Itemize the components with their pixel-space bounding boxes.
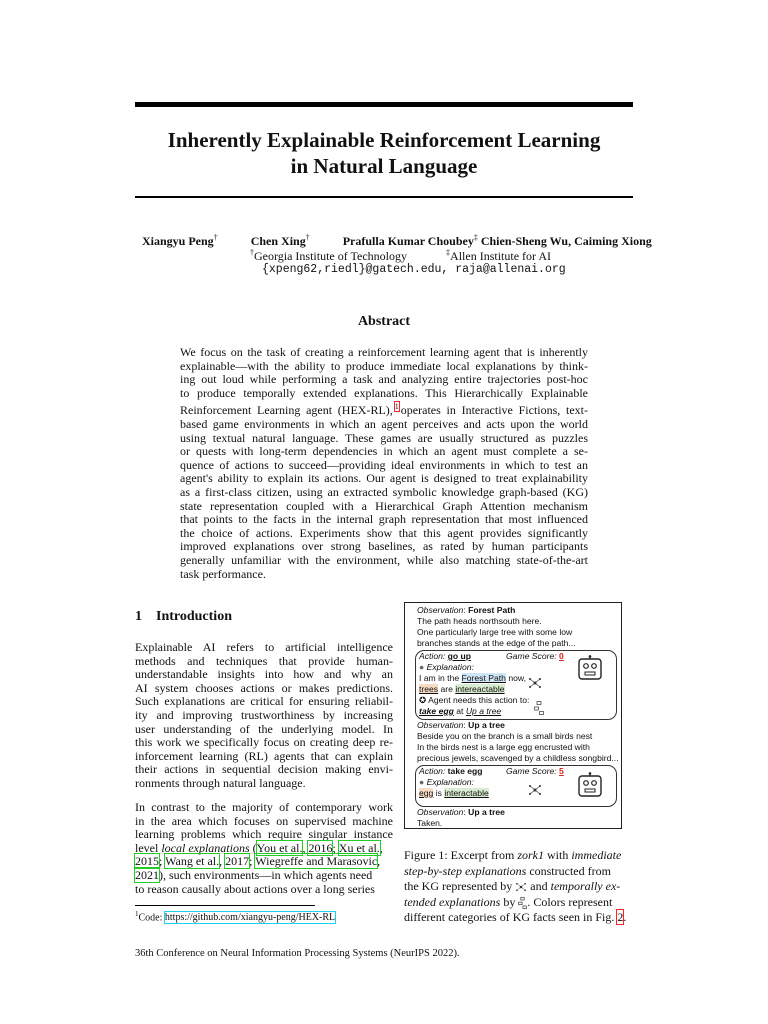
author-list: Xiangyu Peng† Chen Xing† Prafulla Kumar Choubey‡ Chien-Sheng Wu, Caiming Xiong (142, 233, 652, 248)
para-line: AI system chooses actions or makes predictions. (135, 680, 393, 695)
hierarchy-icon (518, 897, 527, 909)
citation-year[interactable]: 2021 (135, 867, 159, 882)
para-line: to reason causally about actions over a long series (135, 881, 375, 896)
abstract-line: explainable—with the ability to produce immediate local explanations by think- (180, 358, 588, 373)
paper-title-line2: in Natural Language (290, 154, 478, 178)
citation-xu-et-al[interactable]: Xu et al. (338, 840, 380, 855)
para-line: in the area which focuses on supervised machine (135, 813, 393, 828)
citation-wiegreffe[interactable]: Wiegreffe and Marasovic (255, 854, 378, 869)
abstract-line: the choice of actions. Experiments show that this agent provides significantly (180, 525, 588, 540)
abstract-line: improved explanations over strong baselines, as rated by human participants (180, 539, 588, 554)
abstract-heading: Abstract (357, 314, 411, 329)
figure-2-ref-link[interactable]: 2 (617, 910, 624, 925)
para-line: learning problems which require singular instance (135, 827, 393, 842)
abstract-line: Reinforcement Learning agent (HEX-RL), $^1$ operates in Interactive Fictions, text- (180, 402, 588, 418)
figure-1 (404, 602, 622, 829)
abstract-line: task performance. (180, 566, 266, 581)
para-line: methods and techniques that provide human- (135, 653, 393, 668)
fig-obs-text: One particularly large tree with some low (417, 627, 573, 637)
citation-year[interactable]: 2015 (135, 854, 159, 869)
score-value: 5 (559, 766, 564, 776)
kg-graph-icon (528, 677, 542, 689)
para-line: their actions in sequential decision making envi- (135, 762, 393, 777)
fig-action-panel-2: Action: take egg Game Score: 5 ● Explanation: egg is interactable (415, 765, 617, 807)
abstract-line: or quests with long-term dependencies in which an agent must complete a se- (180, 444, 588, 459)
fig-obs-2: Observation: Up a tree (417, 720, 505, 730)
author-emails: {xpeng62,riedl}@gatech.edu, raja@allenai.org (262, 263, 566, 276)
para-line: ity and improving trustworthiness by increasing (135, 707, 393, 722)
author-3: Prafulla Kumar Choubey (342, 234, 474, 248)
citation-year[interactable]: 2017 (225, 854, 250, 869)
fig-obs-text: In the birds nest is a large egg encrusted with (417, 742, 590, 752)
figure-1-caption: Figure 1: Excerpt from zork1 with immediate step-by-step explanations constructed from the KG represented by and temporally ex- tended explanations by . Colors represent different categories of KG facts seen in Fig. 2. (404, 848, 627, 925)
citation-year[interactable]: 2016 (308, 840, 333, 855)
abstract-body (180, 346, 588, 581)
kg-graph-icon (528, 784, 542, 796)
fig-obs-text: precious jewels, scavenged by a childless songbird... (417, 753, 619, 763)
abstract-line: quence of actions to succeed—providing ideal environments in which to test an (180, 457, 588, 472)
fig-obs-text: branches stands at the edge of the path... (417, 638, 576, 648)
fig-obs-text: The path heads northsouth here. (417, 616, 542, 626)
fig-obs-1: Observation: Forest Path (417, 605, 516, 615)
author-2: Chen Xing (250, 234, 306, 248)
fig-obs-text: Beside you on the branch is a small birds nest (417, 731, 593, 741)
para-line: Explainable AI refers to artificial intelligence (135, 640, 393, 654)
title-top-rule (135, 102, 633, 107)
paper-title-line1: Inherently Explainable Reinforcement Learning (167, 128, 601, 152)
robot-icon (576, 655, 604, 681)
kg-graph-icon (515, 882, 527, 892)
bullet-icon: ● (419, 777, 425, 787)
footnote-ref-1[interactable]: 1 (394, 402, 399, 412)
affiliation-georgia-tech: Georgia Institute of Technology (254, 249, 408, 263)
abstract-line: using textual natural language. These games are usually structured as puzzles (180, 430, 588, 445)
citation-you-et-al[interactable]: You et al. (256, 840, 303, 855)
intro-paragraph-1 (135, 641, 393, 791)
fig-action-panel-1: Action: go up Game Score: 0 ● Explanation: I am in the Forest Path now, trees are intereactable ✪ Agent needs this action to: take egg at Up a tree (415, 650, 617, 720)
fig-obs-3: Observation: Up a tree (417, 807, 505, 817)
code-url-link[interactable]: https://github.com/xiangyu-peng/HEX-RL (164, 912, 336, 924)
affiliation-allen: Allen Institute for AI (450, 249, 552, 263)
para-line: level local explanations (You et al., 2016; Xu et al., (135, 840, 383, 855)
abstract-line: agent's ability to explain its actions. Our agent is designed to treat explainability (180, 471, 588, 486)
para-line: Such explanations are critical for ensuring reliabil- (135, 694, 393, 709)
intro-paragraph-2 (135, 801, 393, 896)
footnote: $^1$Code: https://github.com/xiangyu-peng/HEX-RL (135, 910, 336, 924)
abstract-line: state representation coupled with a Hierarchical Graph Attention mechanism (180, 498, 588, 513)
para-line: understandable insights into how and why an (135, 667, 393, 682)
conference-footer: 36th Conference on Neural Information Processing Systems (NeurIPS 2022). (135, 948, 460, 959)
para-line: user understanding of the underlying model. In (135, 721, 393, 736)
para-line: this work we specifically focus on creating deep re- (135, 735, 393, 750)
bullet-icon: ● (419, 662, 425, 672)
citation-wang-et-al[interactable]: Wang et al. (165, 854, 220, 869)
abstract-line: that points to the facts in the internal graph representation that most influenced (180, 512, 588, 527)
fig-obs-text: Taken. (417, 818, 443, 828)
para-line: In contrast to the majority of contemporary work (135, 800, 393, 814)
para-line: inforcement learning (RL) agents that can explain (135, 748, 393, 763)
section-heading-introduction: 1 Introduction (135, 609, 232, 624)
affiliations: †Georgia Institute of Technology ‡Allen Institute for AI (250, 248, 552, 263)
abstract-line: We focus on the task of creating a reinforcement learning agent that is inherently (180, 345, 588, 359)
robot-icon (576, 772, 604, 798)
gear-bullet-icon: ✪ (419, 695, 427, 705)
hierarchy-icon (534, 701, 544, 715)
abstract-line: ing out loud while performing a task and analyzing entire trajectories post-hoc (180, 372, 588, 387)
para-line: 2015; Wang et al., 2017; Wiegreffe and Marasovic, (135, 854, 381, 869)
para-line: 2021), such environments—in which agents need (135, 867, 373, 882)
title-bottom-rule (135, 196, 633, 198)
abstract-line: generally unfamiliar with the environment, while also matching state-of-the-art (180, 552, 588, 567)
author-1: Xiangyu Peng (142, 234, 214, 248)
para-line: ronments through natural language. (135, 775, 306, 790)
footnote-rule (135, 905, 315, 906)
score-value: 0 (559, 651, 564, 661)
abstract-line: to produce temporally extended explanations. This Hierarchically Explainable (180, 385, 588, 400)
abstract-line: as a first-class citizen, using an extracted symbolic knowledge graph-based (KG) (180, 484, 588, 499)
abstract-line: based game environments in which an agent perceives and acts upon the world (180, 416, 588, 431)
author-4: Chien-Sheng Wu, Caiming Xiong (480, 234, 652, 248)
